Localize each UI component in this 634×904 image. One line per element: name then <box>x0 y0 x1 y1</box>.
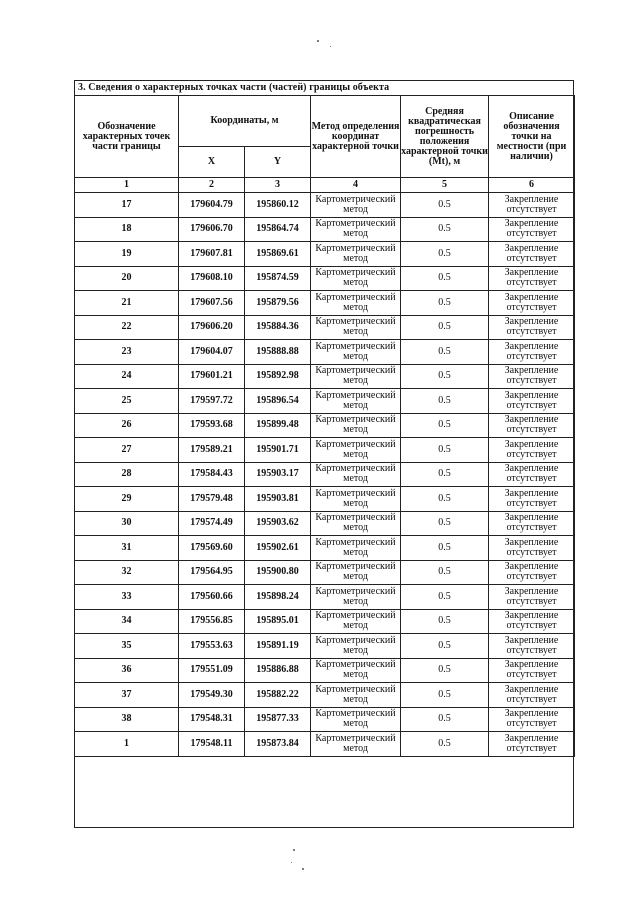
point-number: 25 <box>75 389 179 414</box>
coordinate-x: 179604.07 <box>179 340 245 365</box>
accuracy-cell: 0.5 <box>401 291 489 316</box>
coordinate-y: 195903.62 <box>245 511 311 536</box>
description-cell: Закрепление отсутствует <box>489 511 575 536</box>
coordinate-x: 179608.10 <box>179 266 245 291</box>
accuracy-cell: 0.5 <box>401 683 489 708</box>
method-cell: Картометрический метод <box>311 291 401 316</box>
accuracy-cell: 0.5 <box>401 511 489 536</box>
column-number: 3 <box>245 178 311 193</box>
section-title: 3. Сведения о характерных точках части (частей) границы объекта <box>78 82 390 93</box>
coordinate-y: 195888.88 <box>245 340 311 365</box>
coordinate-y: 195879.56 <box>245 291 311 316</box>
coordinate-x: 179604.79 <box>179 193 245 218</box>
accuracy-cell: 0.5 <box>401 487 489 512</box>
accuracy-cell: 0.5 <box>401 462 489 487</box>
table-row <box>75 560 575 585</box>
coordinate-x: 179560.66 <box>179 585 245 610</box>
description-cell: Закрепление отсутствует <box>489 560 575 585</box>
coordinate-x: 179556.85 <box>179 609 245 634</box>
description-cell: Закрепление отсутствует <box>489 315 575 340</box>
description-cell: Закрепление отсутствует <box>489 291 575 316</box>
accuracy-cell: 0.5 <box>401 413 489 438</box>
coordinate-y: 195874.59 <box>245 266 311 291</box>
method-cell: Картометрический метод <box>311 438 401 463</box>
table-row <box>75 340 575 365</box>
table-row <box>75 536 575 561</box>
description-cell: Закрепление отсутствует <box>489 340 575 365</box>
coordinate-x: 179606.70 <box>179 217 245 242</box>
coordinate-y: 195864.74 <box>245 217 311 242</box>
coordinate-x: 179564.95 <box>179 560 245 585</box>
accuracy-cell: 0.5 <box>401 389 489 414</box>
table-row <box>75 438 575 463</box>
coordinate-x: 179607.81 <box>179 242 245 267</box>
header-description: Описание обозначения точки на местности (при наличии) <box>489 96 575 178</box>
method-cell: Картометрический метод <box>311 364 401 389</box>
method-cell: Картометрический метод <box>311 658 401 683</box>
coordinate-y: 195903.17 <box>245 462 311 487</box>
header-y: Y <box>245 147 311 178</box>
header-x: X <box>179 147 245 178</box>
scan-speck <box>291 862 292 863</box>
point-number: 23 <box>75 340 179 365</box>
point-number: 32 <box>75 560 179 585</box>
coordinate-y: 195895.01 <box>245 609 311 634</box>
description-cell: Закрепление отсутствует <box>489 658 575 683</box>
column-number: 2 <box>179 178 245 193</box>
coordinate-x: 179548.31 <box>179 707 245 732</box>
coordinate-x: 179551.09 <box>179 658 245 683</box>
point-number: 18 <box>75 217 179 242</box>
points-table <box>74 95 575 757</box>
table-row <box>75 413 575 438</box>
description-cell: Закрепление отсутствует <box>489 585 575 610</box>
accuracy-cell: 0.5 <box>401 217 489 242</box>
point-number: 21 <box>75 291 179 316</box>
coordinate-x: 179589.21 <box>179 438 245 463</box>
table-row <box>75 683 575 708</box>
description-cell: Закрепление отсутствует <box>489 462 575 487</box>
coordinate-x: 179574.49 <box>179 511 245 536</box>
method-cell: Картометрический метод <box>311 340 401 365</box>
table-row <box>75 658 575 683</box>
accuracy-cell: 0.5 <box>401 658 489 683</box>
accuracy-cell: 0.5 <box>401 193 489 218</box>
coordinate-x: 179579.48 <box>179 487 245 512</box>
accuracy-cell: 0.5 <box>401 634 489 659</box>
description-cell: Закрепление отсутствует <box>489 732 575 757</box>
point-number: 36 <box>75 658 179 683</box>
point-number: 17 <box>75 193 179 218</box>
method-cell: Картометрический метод <box>311 389 401 414</box>
coordinate-y: 195899.48 <box>245 413 311 438</box>
table-row <box>75 364 575 389</box>
column-number: 1 <box>75 178 179 193</box>
point-number: 1 <box>75 732 179 757</box>
method-cell: Картометрический метод <box>311 536 401 561</box>
accuracy-cell: 0.5 <box>401 364 489 389</box>
header-coordinates: Координаты, м <box>179 96 311 147</box>
table-row <box>75 609 575 634</box>
table-row <box>75 462 575 487</box>
point-number: 20 <box>75 266 179 291</box>
points-table-body <box>75 193 575 757</box>
point-number: 34 <box>75 609 179 634</box>
method-cell: Картометрический метод <box>311 634 401 659</box>
accuracy-cell: 0.5 <box>401 438 489 463</box>
table-row <box>75 242 575 267</box>
description-cell: Закрепление отсутствует <box>489 217 575 242</box>
method-cell: Картометрический метод <box>311 217 401 242</box>
scan-speck <box>302 868 304 870</box>
point-number: 38 <box>75 707 179 732</box>
coordinate-x: 179597.72 <box>179 389 245 414</box>
coordinate-x: 179549.30 <box>179 683 245 708</box>
method-cell: Картометрический метод <box>311 560 401 585</box>
coordinate-y: 195877.33 <box>245 707 311 732</box>
coordinate-y: 195886.88 <box>245 658 311 683</box>
coordinate-x: 179584.43 <box>179 462 245 487</box>
description-cell: Закрепление отсутствует <box>489 438 575 463</box>
header-point-designation: Обозначение характерных точек части границы <box>75 96 179 178</box>
coordinate-y: 195873.84 <box>245 732 311 757</box>
method-cell: Картометрический метод <box>311 315 401 340</box>
description-cell: Закрепление отсутствует <box>489 413 575 438</box>
coordinate-x: 179593.68 <box>179 413 245 438</box>
coordinate-y: 195869.61 <box>245 242 311 267</box>
column-number: 6 <box>489 178 575 193</box>
description-cell: Закрепление отсутствует <box>489 389 575 414</box>
column-numbers-row <box>75 178 575 193</box>
table-row <box>75 585 575 610</box>
accuracy-cell: 0.5 <box>401 707 489 732</box>
description-cell: Закрепление отсутствует <box>489 536 575 561</box>
table-row <box>75 291 575 316</box>
accuracy-cell: 0.5 <box>401 560 489 585</box>
coordinate-x: 179607.56 <box>179 291 245 316</box>
table-row <box>75 707 575 732</box>
description-cell: Закрепление отсутствует <box>489 242 575 267</box>
table-row <box>75 389 575 414</box>
coordinate-x: 179553.63 <box>179 634 245 659</box>
point-number: 31 <box>75 536 179 561</box>
point-number: 29 <box>75 487 179 512</box>
method-cell: Картометрический метод <box>311 266 401 291</box>
table-row <box>75 315 575 340</box>
coordinate-y: 195860.12 <box>245 193 311 218</box>
point-number: 28 <box>75 462 179 487</box>
coordinate-x: 179548.11 <box>179 732 245 757</box>
point-number: 35 <box>75 634 179 659</box>
point-number: 33 <box>75 585 179 610</box>
coordinate-x: 179601.21 <box>179 364 245 389</box>
method-cell: Картометрический метод <box>311 609 401 634</box>
point-number: 27 <box>75 438 179 463</box>
description-cell: Закрепление отсутствует <box>489 609 575 634</box>
accuracy-cell: 0.5 <box>401 609 489 634</box>
method-cell: Картометрический метод <box>311 413 401 438</box>
accuracy-cell: 0.5 <box>401 585 489 610</box>
description-cell: Закрепление отсутствует <box>489 193 575 218</box>
method-cell: Картометрический метод <box>311 487 401 512</box>
table-row <box>75 217 575 242</box>
table-row <box>75 266 575 291</box>
scan-speck <box>330 46 331 47</box>
coordinate-x: 179606.20 <box>179 315 245 340</box>
scan-speck <box>293 849 295 851</box>
coordinate-x: 179569.60 <box>179 536 245 561</box>
method-cell: Картометрический метод <box>311 683 401 708</box>
description-cell: Закрепление отсутствует <box>489 707 575 732</box>
coordinate-y: 195891.19 <box>245 634 311 659</box>
accuracy-cell: 0.5 <box>401 266 489 291</box>
method-cell: Картометрический метод <box>311 462 401 487</box>
coordinate-y: 195898.24 <box>245 585 311 610</box>
coordinate-y: 195892.98 <box>245 364 311 389</box>
coordinate-y: 195884.36 <box>245 315 311 340</box>
point-number: 22 <box>75 315 179 340</box>
method-cell: Картометрический метод <box>311 732 401 757</box>
point-number: 19 <box>75 242 179 267</box>
point-number: 37 <box>75 683 179 708</box>
table-row <box>75 193 575 218</box>
table-row <box>75 511 575 536</box>
accuracy-cell: 0.5 <box>401 242 489 267</box>
coordinate-y: 195900.80 <box>245 560 311 585</box>
table-row <box>75 487 575 512</box>
accuracy-cell: 0.5 <box>401 340 489 365</box>
method-cell: Картометрический метод <box>311 585 401 610</box>
method-cell: Картометрический метод <box>311 193 401 218</box>
coordinate-y: 195901.71 <box>245 438 311 463</box>
description-cell: Закрепление отсутствует <box>489 364 575 389</box>
description-cell: Закрепление отсутствует <box>489 487 575 512</box>
point-number: 30 <box>75 511 179 536</box>
column-number: 5 <box>401 178 489 193</box>
accuracy-cell: 0.5 <box>401 536 489 561</box>
table-row <box>75 634 575 659</box>
description-cell: Закрепление отсутствует <box>489 634 575 659</box>
accuracy-cell: 0.5 <box>401 732 489 757</box>
coordinate-y: 195903.81 <box>245 487 311 512</box>
column-number: 4 <box>311 178 401 193</box>
method-cell: Картометрический метод <box>311 242 401 267</box>
method-cell: Картометрический метод <box>311 707 401 732</box>
point-number: 24 <box>75 364 179 389</box>
header-accuracy: Средняя квадратическая погрешность положения характерной точки (Mt), м <box>401 96 489 178</box>
description-cell: Закрепление отсутствует <box>489 683 575 708</box>
point-number: 26 <box>75 413 179 438</box>
coordinate-y: 195902.61 <box>245 536 311 561</box>
accuracy-cell: 0.5 <box>401 315 489 340</box>
coordinate-y: 195896.54 <box>245 389 311 414</box>
method-cell: Картометрический метод <box>311 511 401 536</box>
coordinate-y: 195882.22 <box>245 683 311 708</box>
header-method: Метод определения координат характерной точки <box>311 96 401 178</box>
description-cell: Закрепление отсутствует <box>489 266 575 291</box>
table-row <box>75 732 575 757</box>
scan-speck <box>317 40 319 42</box>
